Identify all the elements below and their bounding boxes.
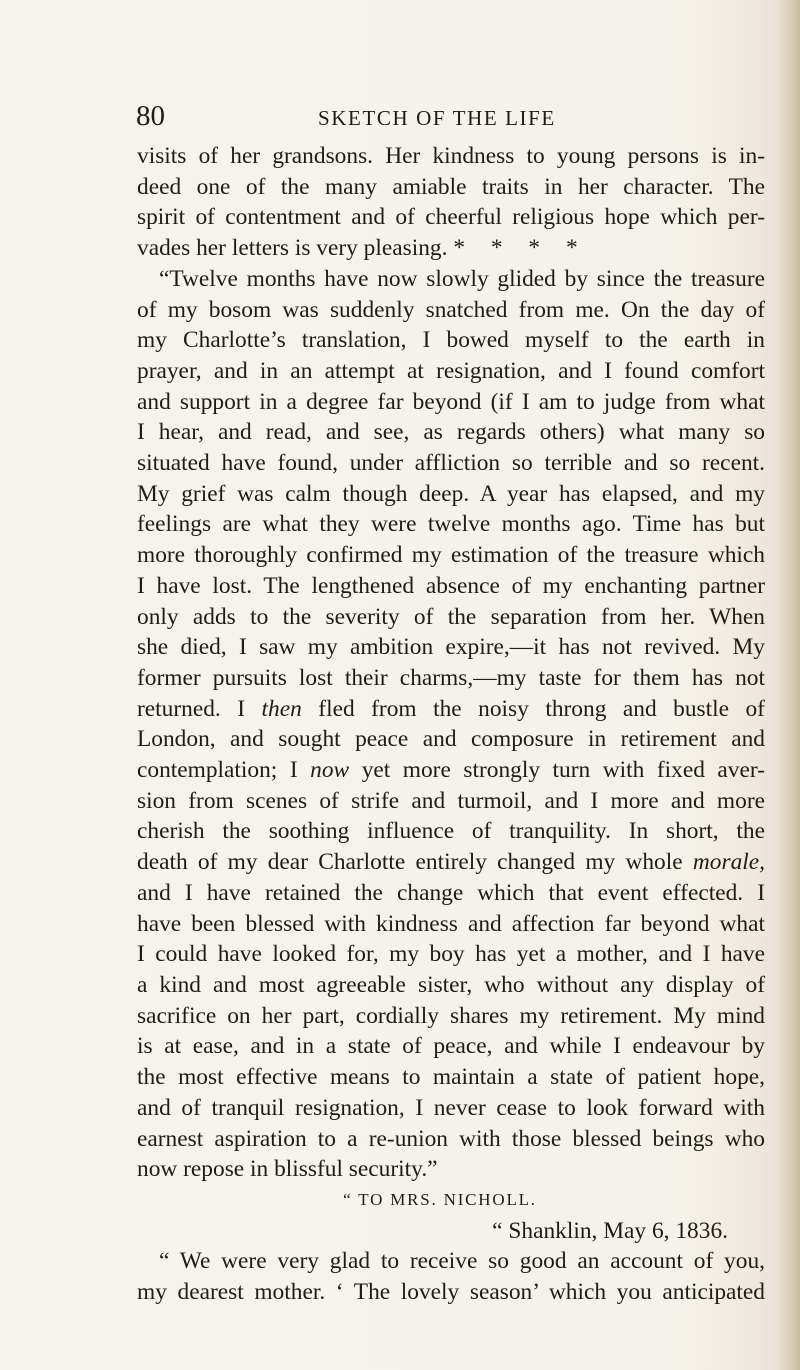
text-line: and of tranquil resignation, I never cease to look forward with [137, 1094, 765, 1121]
text-line: I could have looked for, my boy has yet a mother, and I have [137, 941, 765, 968]
text-line: “Twelve months have now slowly glided by since the treasure [159, 265, 765, 292]
text-span: death of my dear Charlotte entirely changed my whole [137, 849, 683, 876]
paragraph-grandsons [137, 141, 765, 264]
text-line: only adds to the severity of the separation from her. When [137, 603, 765, 630]
text-line: My grief was calm though deep. A year has elapsed, and my [137, 480, 765, 507]
text-line: cherish the soothing influence of tranquility. In short, the [137, 818, 765, 845]
section-stars: * * * * [453, 235, 588, 262]
text-line: visits of her grandsons. Her kindness to young persons is in- [137, 143, 765, 169]
text-line: sion from scenes of strife and turmoil, and I more and more [137, 787, 765, 814]
paragraph-quotation [137, 264, 765, 1185]
text-line: my dearest mother. ‘ The lovely season’ which you anticipated [137, 1279, 765, 1306]
text-line: my Charlotte’s translation, I bowed myself to the earth in [137, 327, 765, 354]
emphasis-then: then [261, 695, 302, 722]
text-line: London, and sought peace and composure in retirement and [137, 726, 765, 753]
text-span: fled from the noisy throng and bustle of [318, 695, 765, 722]
text-line: situated have found, under affliction so terrible and so recent. [137, 450, 765, 477]
text-line: have been blessed with kindness and affection far beyond what [137, 910, 765, 937]
text-line: I hear, and read, and see, as regards others) what many so [137, 419, 765, 446]
text-line: “ We were very glad to receive so good an account of you, [159, 1248, 765, 1275]
text-line: earnest aspiration to a re-union with those blessed beings who [137, 1125, 765, 1152]
page-edge-shadow [778, 0, 800, 1370]
text-line: and I have retained the change which that event effected. I [137, 879, 765, 906]
letter-salutation: “ TO MRS. NICHOLL. [343, 1189, 537, 1209]
text-line: feelings are what they were twelve months ago. Time has but [137, 511, 765, 538]
text-span: returned. I [137, 695, 246, 722]
page-number: 80 [136, 100, 165, 132]
text-line [137, 694, 765, 725]
text-line: the most effective means to maintain a state of patient hope, [137, 1064, 765, 1091]
text-line: spirit of contentment and of cheerful religious hope which per- [137, 204, 765, 231]
text-line: of my bosom was suddenly snatched from me. On the day of [137, 296, 765, 323]
text-line: prayer, and in an attempt at resignation, and I found comfort [137, 357, 765, 384]
text-line: more thoroughly confirmed my estimation of the treasure which [137, 542, 765, 569]
page-header [0, 96, 800, 136]
text-line: former pursuits lost their charms,—my taste for them has not [137, 664, 765, 691]
letter-section [137, 1185, 765, 1308]
letter-dateline: “ Shanklin, May 6, 1836. [492, 1217, 728, 1244]
text-line: I have lost. The lengthened absence of my enchanting partner [137, 572, 765, 599]
emphasis-now: now [310, 757, 350, 784]
text-line [137, 755, 765, 786]
text-line: is at ease, and in a state of peace, and while I endeavour by [137, 1033, 765, 1060]
text-line [137, 233, 765, 264]
text-line: sacrifice on her part, cordially shares my retirement. My mind [137, 1002, 765, 1029]
text-line: now repose in blissful security.” [137, 1156, 438, 1183]
emphasis-morale: morale, [692, 849, 765, 876]
text-line: a kind and most agreeable sister, who without any display of [137, 971, 765, 998]
text-span: contemplation; I [137, 757, 298, 784]
running-head: SKETCH OF THE LIFE [318, 106, 556, 130]
text-span: vades her letters is very pleasing. [137, 235, 448, 262]
text-line: and support in a degree far beyond (if I am to judge from what [137, 388, 765, 415]
text-line: deed one of the many amiable traits in her character. The [137, 173, 765, 200]
text-span: yet more strongly turn with fixed aver- [361, 757, 765, 784]
page-body [137, 141, 765, 1308]
text-line: she died, I saw my ambition expire,—it has not revived. My [137, 634, 765, 661]
text-line [137, 847, 765, 878]
